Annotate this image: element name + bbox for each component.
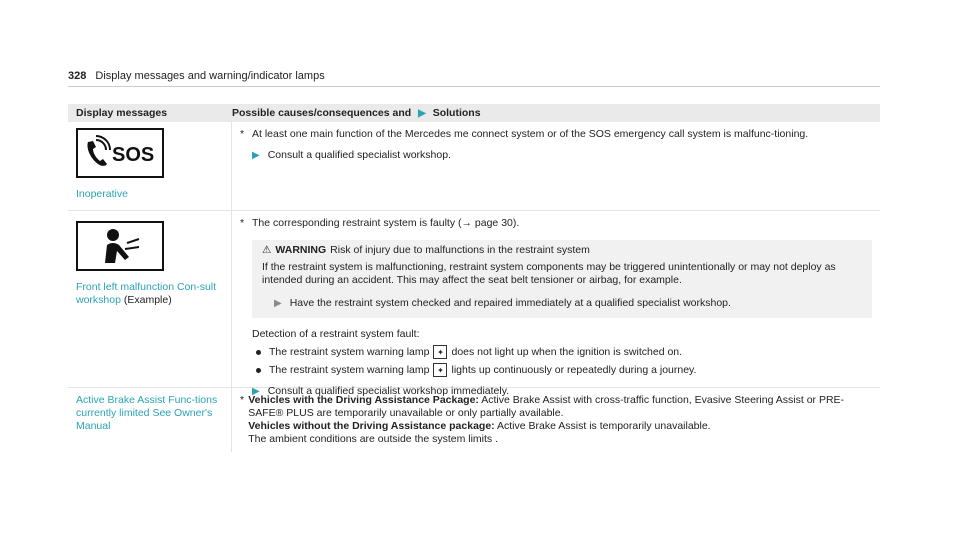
sos-icon [76, 128, 164, 178]
play-icon: ▶ [418, 108, 426, 119]
play-icon: ▶ [252, 386, 260, 397]
list-item: The restraint system warning lamp ✦ lights up continuously or repeatedly during a journey. [252, 363, 872, 377]
message-inoperative: Inoperative [76, 188, 128, 200]
table-row: SOS Inoperative * At least one main function of the Mercedes me connect system or of the SOS emergency call system is malfunc-tioning. ▶ Consult a qualified specialist workshop. [68, 122, 880, 211]
page-number: 328 [68, 70, 87, 82]
header-rule [68, 86, 880, 87]
message-active-brake: Active Brake Assist Func-tions currently limited See Owner's Manual [76, 394, 218, 432]
solution: ▶ Consult a qualified specialist workshop. [252, 149, 451, 161]
page-header [68, 70, 325, 82]
message-front-left: Front left malfunction Con-sult workshop [76, 281, 217, 306]
warning-triangle-icon: ⚠ [262, 244, 272, 256]
restraint-lamp-icon: ✦ [433, 363, 447, 377]
restraint-lamp-icon: ✦ [433, 345, 447, 359]
cause-text: At least one main function of the Mercedes me connect system or of the SOS emergency call system is malfunc-tioning. [252, 128, 809, 140]
play-icon: ▶ [252, 150, 260, 161]
messages-table [68, 104, 880, 452]
warning-box: ⚠ WARNING Risk of injury due to malfunctions in the restraint system If the restraint system is malfunctioning, restraint system components may be triggered unintentionally or may not deploy as intended during an accident. This may affect the seat belt tensioner or airbag, for example. ▶ Have the restraint system checked and repaired immediately at a qualified specialist workshop. [252, 240, 872, 318]
svg-text:SOS: SOS [112, 144, 155, 166]
table-header [68, 104, 880, 122]
table-row: Front left malfunction Con-sult workshop (Example) * The corresponding restraint system is faulty (→ page 30). ⚠ WARNING Risk of injury due to malfunctions in the restraint system If the restraint system is malfunctioning, restraint system components may be triggered unintentionally or may not deploy as intended during an accident. This may affect the seat belt tensioner or airbag, for example. ▶ Have the restraint system checked and repaired immediately at a qualified specialist workshop. Detection of a restraint system fault: The restraint system warning lamp ✦ does not light up when the ignition is switched on. The restraint system warning lamp ✦ lights up continuously or repeatedly during a journey. ▶ Consult a qualified specialist workshop immediately. [68, 211, 880, 388]
col-display-messages: Display messages [76, 107, 168, 119]
table-row: Active Brake Assist Func-tions currently limited See Owner's Manual * Vehicles with the Driving Assistance Package: Active Brake Assist with cross-traffic function, Evasive Steering Assist or PRE-SAFE® PLUS are temporarily unavailable or only partially available. Vehicles without the Driving Assistance package: Active Brake Assist is temporarily unavailable. The ambient conditions are outside the system limits . [68, 388, 880, 452]
airbag-icon [76, 221, 164, 271]
list-item: The restraint system warning lamp ✦ does not light up when the ignition is switched on. [252, 345, 872, 359]
page-title: Display messages and warning/indicator lamps [95, 70, 325, 82]
col-causes: Possible causes/consequences and ▶ Solutions [232, 107, 481, 119]
play-icon: ▶ [274, 298, 282, 309]
